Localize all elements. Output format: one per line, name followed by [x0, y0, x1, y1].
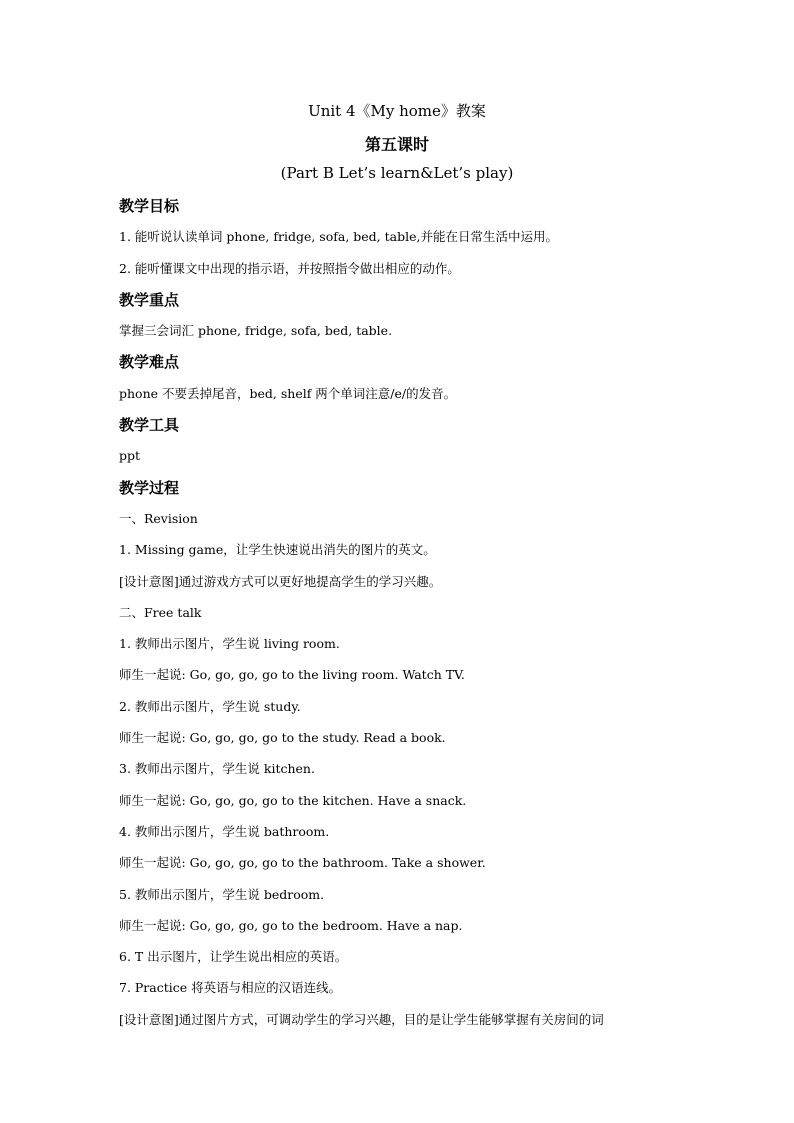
lesson-number: 第五课时: [364, 135, 429, 154]
paragraph-line: 师生一起说: Go, go, go, go to the bedroom. Have a nap.: [119, 917, 463, 933]
paragraph-line: 1. 能听说认读单词 phone, fridge, sofa, bed, table,并能在日常生活中运用。: [119, 229, 558, 245]
paragraph-line: 师生一起说: Go, go, go, go to the kitchen. Have a snack.: [119, 792, 467, 808]
paragraph-line: 4. 教师出示图片，学生说 bathroom.: [119, 823, 330, 839]
paragraph-line: 7. Practice 将英语与相应的汉语连线。: [119, 980, 342, 996]
paragraph-line: [设计意图]通过图片方式，可调动学生的学习兴趣，目的是让学生能够掌握有关房间的词: [119, 1011, 604, 1027]
paragraph-line: 1. 教师出示图片，学生说 living room.: [119, 636, 340, 652]
document-title: Unit 4《My home》教案: [308, 102, 486, 120]
section-heading: 教学目标: [119, 197, 180, 215]
paragraph-line: 2. 教师出示图片，学生说 study.: [119, 698, 301, 714]
section-heading: 教学难点: [119, 353, 180, 372]
paragraph-line: 1. Missing game，让学生快速说出消失的图片的英文。: [119, 542, 436, 558]
section-heading: 教学工具: [119, 416, 180, 435]
paragraph-line: 6. T 出示图片，让学生说出相应的英语。: [119, 949, 348, 965]
paragraph-line: 掌握三会词汇 phone, fridge, sofa, bed, table.: [119, 323, 393, 339]
paragraph-line: 一、Revision: [119, 510, 198, 526]
section-heading: 教学过程: [119, 478, 180, 497]
paragraph-line: 师生一起说: Go, go, go, go to the living room. Watch TV.: [119, 667, 465, 683]
paragraph-line: 3. 教师出示图片，学生说 kitchen.: [119, 761, 315, 777]
paragraph-line: 2. 能听懂课文中出现的指示语，并按照指令做出相应的动作。: [119, 260, 460, 276]
paragraph-line: 师生一起说: Go, go, go, go to the study. Read a book.: [119, 730, 446, 746]
document-body: [119, 195, 694, 1040]
paragraph-line: 师生一起说: Go, go, go, go to the bathroom. Take a shower.: [119, 855, 486, 871]
lesson-part: (Part B Let’s learn&Let’s play): [280, 164, 514, 182]
paragraph-line: phone 不要丢掉尾音，bed, shelf 两个单词注意/e/的发音。: [119, 385, 457, 401]
section-heading: 教学重点: [119, 290, 180, 309]
paragraph-line: ppt: [119, 448, 141, 464]
paragraph-line: 5. 教师出示图片，学生说 bedroom.: [119, 886, 325, 902]
paragraph-line: 二、Free talk: [119, 604, 202, 620]
paragraph-line: [设计意图]通过游戏方式可以更好地提高学生的学习兴趣。: [119, 573, 442, 589]
